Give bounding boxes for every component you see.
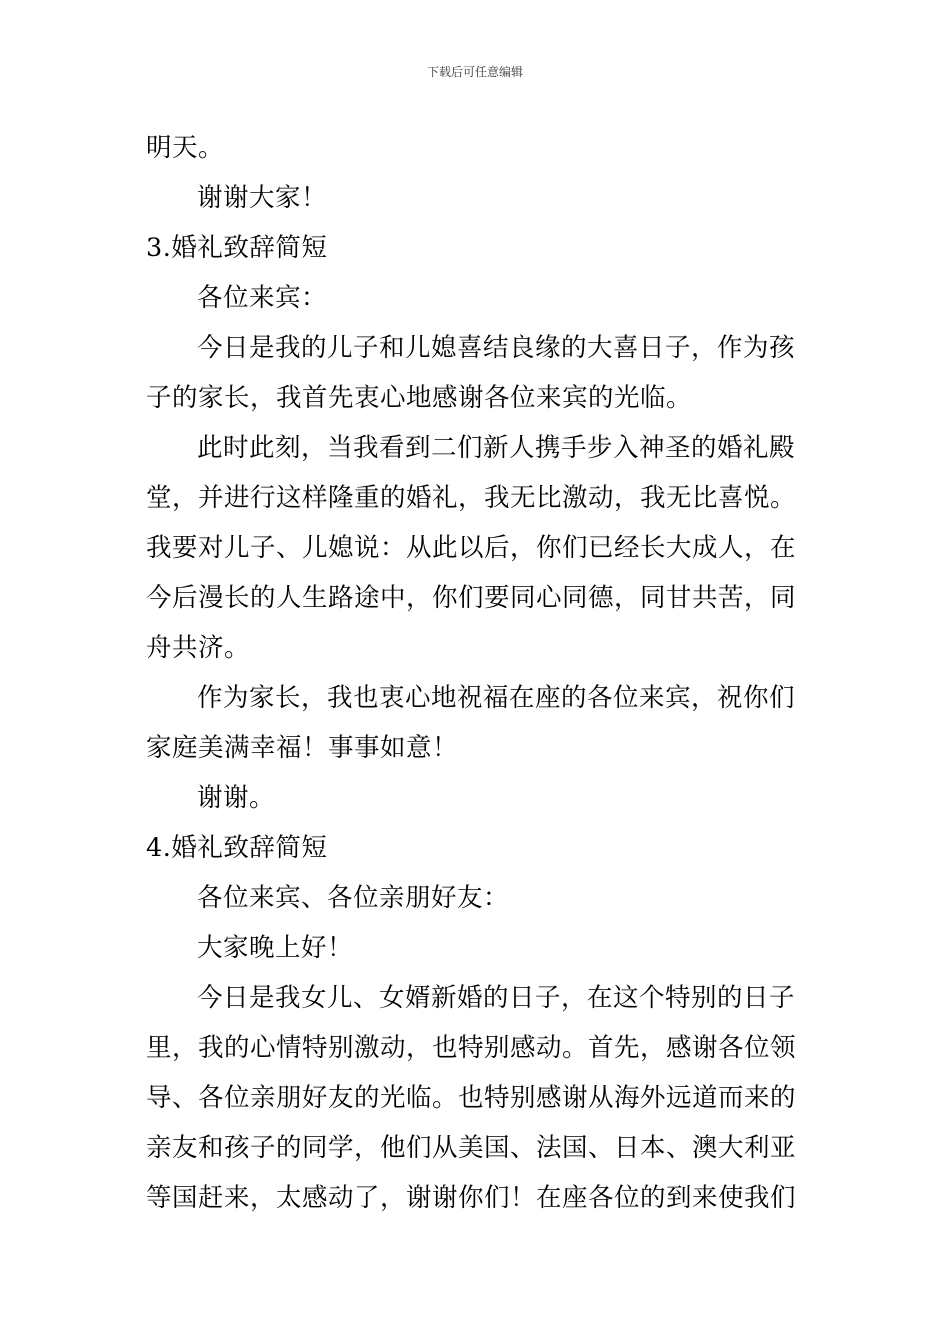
text-line: 谢谢大家！ [197,183,328,213]
document-body [146,123,808,1223]
text-line: 作为家长，我也衷心地祝福在座的各位来宾，祝你们 [197,683,796,713]
page-header: 下载后可任意编辑 [426,65,523,79]
text-line: 此时此刻，当我看到二们新人携手步入神圣的婚礼殿 [197,433,796,463]
text-line: 亲友和孩子的同学，他们从美国、法国、日本、澳大利亚 [146,1133,797,1163]
salutation: 各位来宾： [197,283,328,313]
section-heading: 4.婚礼致辞简短 [146,833,328,863]
text-line: 谢谢。 [197,783,276,813]
text-line: 子的家长，我首先衷心地感谢各位来宾的光临。 [146,383,693,413]
text-line: 今后漫长的人生路途中，你们要同心同德，同甘共苦，同 [146,583,797,613]
text-line: 今日是我女儿、女婿新婚的日子，在这个特别的日子 [197,983,796,1013]
text-line: 等国赶来，太感动了，谢谢你们！在座各位的到来使我们 [146,1183,797,1213]
text-line: 我要对儿子、儿媳说：从此以后，你们已经长大成人，在 [146,533,797,563]
text-line: 今日是我的儿子和儿媳喜结良缘的大喜日子，作为孩 [197,333,796,363]
text-line: 明天。 [146,133,225,163]
section-heading: 3.婚礼致辞简短 [146,233,328,263]
text-line: 大家晚上好！ [197,933,354,963]
text-line: 家庭美满幸福！事事如意！ [146,733,459,763]
text-line: 里，我的心情特别激动，也特别感动。首先，感谢各位领 [146,1033,797,1063]
text-line: 堂，并进行这样隆重的婚礼，我无比激动，我无比喜悦。 [146,483,797,513]
text-line: 舟共济。 [146,633,251,663]
text-line: 导、各位亲朋好友的光临。也特别感谢从海外远道而来的 [146,1083,797,1113]
salutation: 各位来宾、各位亲朋好友： [197,883,510,913]
